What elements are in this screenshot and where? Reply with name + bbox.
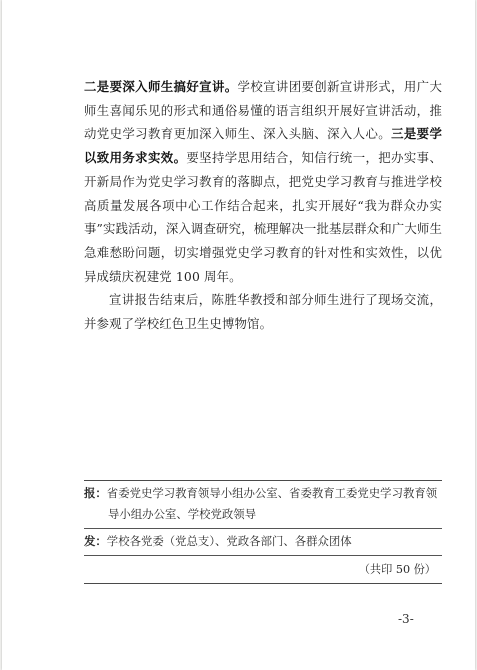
paragraph-points xyxy=(84,75,442,288)
point-two-heading: 二是要深入师生搞好宣讲。 xyxy=(84,79,238,94)
report-to xyxy=(84,481,442,528)
point-three-text: 要坚持学思用结合，知信行统一，把办实事、开新局作为党史学习教育的落脚点，把党史学习教育与推进学校高质量发展各项中心工作结合起来，扎实开展好“我为群众办实事”实践活动，深入调查研究，梳理解决一批基层群众和广大师生急难愁盼问题，切实增强党史学习教育的针对性和实效性，以优异成绩庆祝建党 100 周年。 xyxy=(84,150,442,284)
body-text xyxy=(84,75,442,336)
point-three-heading: 三是要学以致用务求实效。 xyxy=(84,126,442,166)
send-text: 学校各党委（党总支）、党政各部门、各群众团体 xyxy=(106,534,352,548)
report-line-1: 省委党史学习教育领导小组办公室、省委教育工委党史学习教育领 xyxy=(106,486,438,500)
report-label: 报： xyxy=(84,486,107,500)
point-two-text: 学校宣讲团要创新宣讲形式，用广大师生喜闻乐见的形式和通俗易懂的语言组织开展好宣讲活动，推动党史学习教育更加深入师生、深入头脑、深入人心。 xyxy=(84,79,442,142)
send-to xyxy=(84,529,442,555)
send-label: 发： xyxy=(84,534,107,548)
document-page xyxy=(2,0,475,670)
distribution-block xyxy=(84,480,442,584)
divider-bottom xyxy=(84,583,442,584)
report-line-2: 导小组办公室、学校党政领导 xyxy=(108,507,257,521)
print-copies: （共印 50 份） xyxy=(358,563,436,576)
page-number: -3- xyxy=(398,612,414,626)
paragraph-closing: 宣讲报告结束后，陈胜华教授和部分师生进行了现场交流，并参观了学校红色卫生史博物馆。 xyxy=(84,292,442,332)
